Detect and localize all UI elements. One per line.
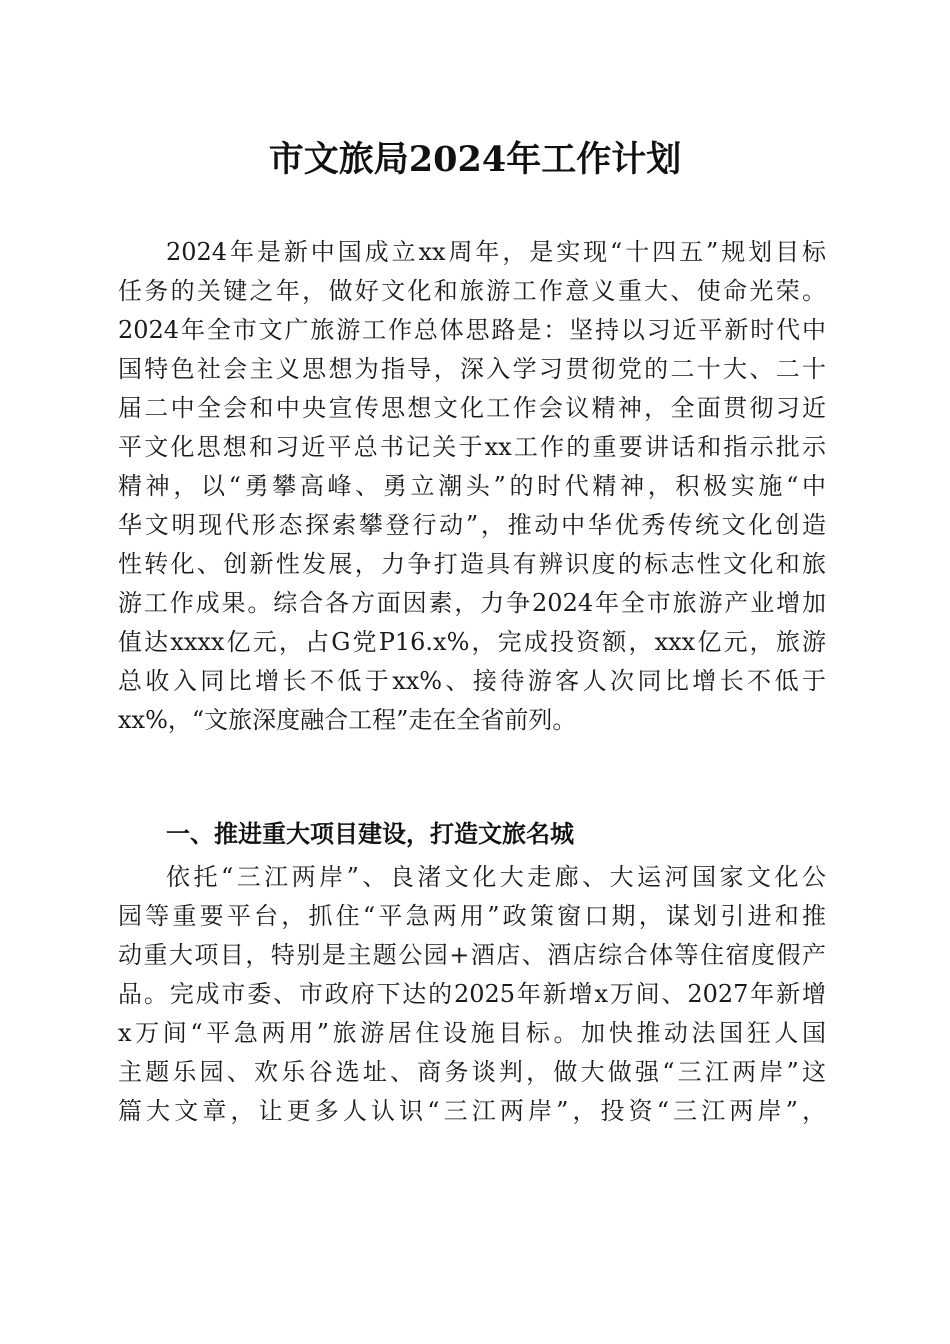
paragraph-line: 依托“三江两岸”、良渚文化大走廊、大运河国家文化公 — [166, 863, 826, 891]
paragraph-line: 国特色社会主义思想为指导，深入学习贯彻党的二十大、二十 — [118, 355, 826, 383]
paragraph-line: 游工作成果。综合各方面因素，力争2024年全市旅游产业增加 — [118, 589, 826, 617]
paragraph-line: 平文化思想和习近平总书记关于xx工作的重要讲话和指示批示 — [118, 433, 826, 461]
intro-paragraph — [118, 233, 826, 740]
paragraph-line: 主题乐园、欢乐谷选址、商务谈判，做大做强“三江两岸”这 — [118, 1058, 826, 1086]
paragraph-line: 任务的关键之年，做好文化和旅游工作意义重大、使命光荣。 — [118, 277, 826, 305]
section-heading: 一、推进重大项目建设，打造文旅名城 — [166, 820, 574, 848]
paragraph-line: 总收入同比增长不低于xx%、接待游客人次同比增长不低于 — [118, 667, 826, 695]
paragraph-line: xx%，“文旅深度融合工程”走在全省前列。 — [118, 706, 577, 734]
paragraph-line: x万间“平急两用”旅游居住设施目标。加快推动法国狂人国 — [118, 1019, 826, 1047]
paragraph-line: 届二中全会和中央宣传思想文化工作会议精神，全面贯彻习近 — [118, 394, 826, 422]
paragraph-line: 篇大文章，让更多人认识“三江两岸”，投资“三江两岸”， — [118, 1097, 826, 1125]
paragraph-line: 园等重要平台，抓住“平急两用”政策窗口期，谋划引进和推 — [118, 902, 826, 930]
paragraph-line: 值达xxxx亿元，占G党P16.x%，完成投资额，xxx亿元，旅游 — [118, 628, 826, 656]
document-title: 市文旅局2024年工作计划 — [268, 139, 682, 180]
paragraph-line: 动重大项目，特别是主题公园+酒店、酒店综合体等住宿度假产 — [118, 941, 826, 969]
paragraph-line: 2024年是新中国成立xx周年，是实现“十四五”规划目标 — [166, 238, 826, 266]
paragraph-line: 精神，以“勇攀高峰、勇立潮头”的时代精神，积极实施“中 — [118, 472, 826, 500]
paragraph-line: 2024年全市文广旅游工作总体思路是：坚持以习近平新时代中 — [118, 316, 826, 344]
paragraph-line: 华文明现代形态探索攀登行动”，推动中华优秀传统文化创造 — [118, 511, 826, 539]
paragraph-line: 性转化、创新性发展，力争打造具有辨识度的标志性文化和旅 — [118, 550, 826, 578]
paragraph-line: 品。完成市委、市政府下达的2025年新增x万间、2027年新增 — [118, 980, 826, 1008]
section-paragraph — [118, 858, 826, 1131]
